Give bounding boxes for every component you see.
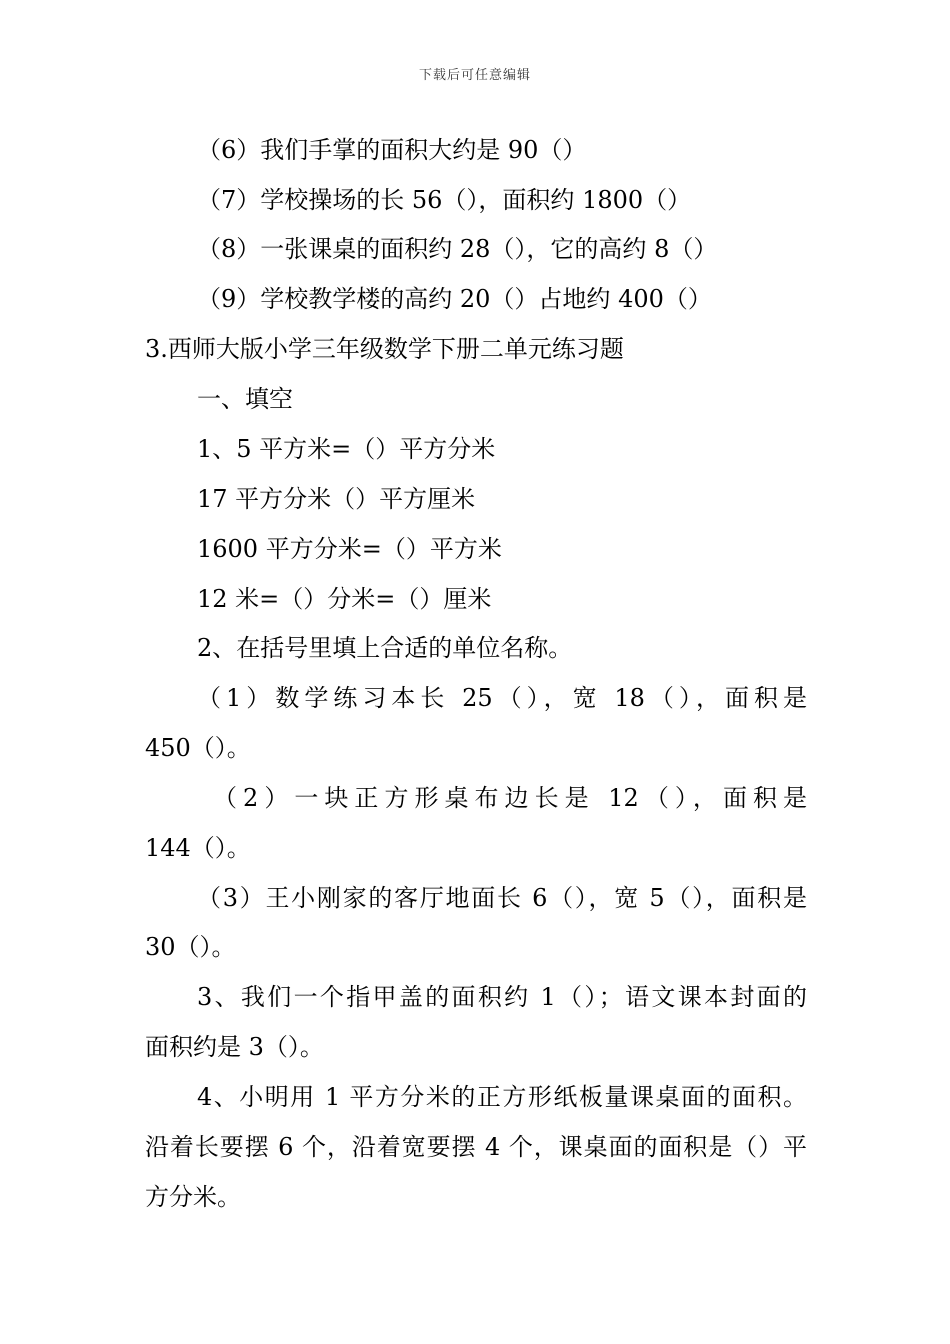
question-2-3-line1: （3）王小刚家的客厅地面长 6（），宽 5（），面积是 (197, 884, 807, 912)
item-7: （7）学校操场的长 56（），面积约 1800（） (197, 186, 692, 214)
question-3-line1: 3、我们一个指甲盖的面积约 1（）；语文课本封面的 (197, 983, 807, 1011)
question-1d: 12 米=（）分米=（）厘米 (197, 585, 492, 613)
question-2-3-line2: 30（）。 (145, 933, 236, 961)
question-4-line3: 方分米。 (145, 1183, 241, 1211)
question-1a: 1、5 平方米=（）平方分米 (197, 435, 496, 463)
question-2-2-line1: （2）一块正方形桌布边长是 12（），面积是 (213, 784, 807, 812)
section-heading-fill-blank: 一、填空 (197, 385, 293, 413)
page-header: 下载后可任意编辑 (418, 68, 531, 83)
question-2: 2、在括号里填上合适的单位名称。 (197, 634, 573, 662)
question-1c: 1600 平方分米=（）平方米 (197, 535, 502, 563)
item-8: （8）一张课桌的面积约 28（），它的高约 8（） (197, 235, 718, 263)
question-3-line2: 面积约是 3（）。 (145, 1033, 324, 1061)
question-2-2-line2: 144（）。 (145, 834, 251, 862)
question-2-1-line2: 450（）。 (145, 734, 251, 762)
question-4-line1: 4、小明用 1 平方分米的正方形纸板量课桌面的面积。 (197, 1083, 807, 1111)
item-9: （9）学校教学楼的高约 20（）占地约 400（） (197, 285, 712, 313)
question-1b: 17 平方分米（）平方厘米 (197, 485, 476, 513)
question-4-line2: 沿着长要摆 6 个，沿着宽要摆 4 个，课桌面的面积是（）平 (145, 1133, 807, 1161)
question-2-1-line1: （1）数学练习本长 25（），宽 18（），面积是 (197, 684, 807, 712)
section-title: 3.西师大版小学三年级数学下册二单元练习题 (145, 335, 624, 363)
item-6: （6）我们手掌的面积大约是 90（） (197, 136, 587, 164)
